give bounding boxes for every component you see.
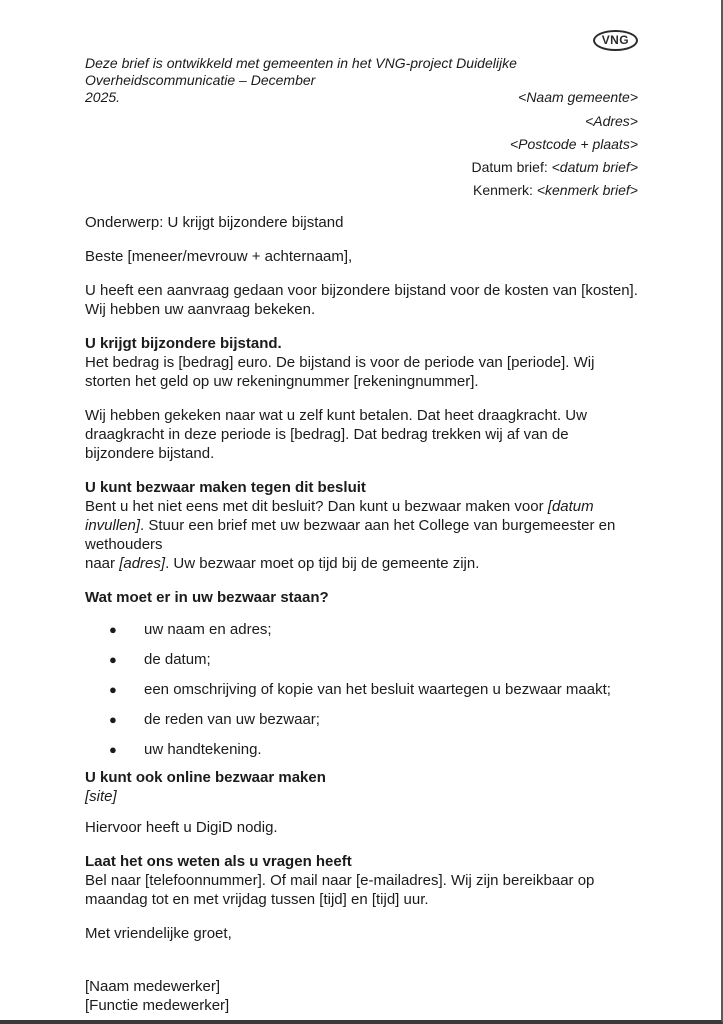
objection-text-2: . Stuur een brief met uw bezwaar aan het College van burgemeester en wethouders (85, 517, 616, 553)
reference-value-placeholder: <kenmerk brief> (536, 182, 638, 198)
decision-paragraph-1: Het bedrag is [bedrag] euro. De bijstand is voor de periode van [periode]. Wij storten het geld op uw rekeningnummer [rekeningnummer]. (85, 354, 595, 390)
date-value-placeholder: <datum brief> (551, 159, 638, 175)
date-label: Datum brief: (471, 159, 548, 175)
contact-heading: Laat het ons weten als u vragen heeft (85, 853, 352, 870)
vng-logo-text: VNG (601, 33, 629, 47)
logo-row (85, 30, 638, 51)
list-item (85, 620, 638, 639)
development-note-line2: 2025. (85, 89, 121, 105)
bullet-icon: ● (109, 652, 117, 667)
list-item (85, 710, 638, 729)
signature-block (85, 977, 638, 1015)
site-placeholder: [site] (85, 788, 117, 805)
bullet-icon: ● (109, 742, 117, 757)
subject-line: Onderwerp: U krijgt bijzondere bijstand (85, 214, 344, 231)
closing-salutation: Met vriendelijke groet, (85, 925, 232, 942)
list-item (85, 650, 638, 669)
decision-heading: U krijgt bijzondere bijstand. (85, 335, 282, 352)
list-item-text: uw naam en adres; (144, 621, 272, 638)
objection-address-placeholder: [adres] (119, 555, 166, 572)
list-item-text: uw handtekening. (144, 741, 262, 758)
recipient-name-placeholder: <Naam gemeente> (518, 89, 638, 105)
digid-note: Hiervoor heeft u DigiD nodig. (85, 819, 278, 836)
bullet-icon: ● (109, 712, 117, 727)
objection-date-placeholder: [datum invullen] (85, 498, 594, 534)
objection-paragraph (85, 497, 638, 573)
recipient-postcode-placeholder: <Postcode + plaats> (509, 136, 638, 152)
list-item-text: de datum; (144, 651, 211, 668)
date-line (85, 159, 638, 176)
requirements-list (85, 620, 638, 759)
letter-body (85, 213, 638, 1015)
decision-paragraph-2: Wij hebben gekeken naar wat u zelf kunt betalen. Dat heet draagkracht. Uw draagkracht in deze periode is [bedrag]. Dat bedrag trekken wij af van de bijzondere bijstand. (85, 407, 587, 462)
signature-name-placeholder: [Naam medewerker] (85, 978, 221, 995)
online-objection-heading: U kunt ook online bezwaar maken (85, 769, 326, 786)
vng-logo (593, 30, 638, 51)
header-note-block (85, 55, 638, 106)
signature-role-placeholder: [Functie medewerker] (85, 997, 230, 1014)
list-item (85, 680, 638, 699)
development-note-line1: Deze brief is ontwikkeld met gemeenten in het VNG-project Duidelijke Overheidscommunicatie – December (85, 55, 517, 88)
list-item (85, 740, 638, 759)
list-item-text: een omschrijving of kopie van het besluit waartegen u bezwaar maakt; (144, 681, 611, 698)
list-item-text: de reden van uw bezwaar; (144, 711, 320, 728)
objection-text-4: . Uw bezwaar moet op tijd bij de gemeente zijn. (165, 555, 480, 572)
salutation: Beste [meneer/mevrouw + achternaam], (85, 248, 353, 265)
objection-text-3: naar (85, 555, 120, 572)
reference-label: Kenmerk: (473, 182, 533, 198)
intro-paragraph: U heeft een aanvraag gedaan voor bijzondere bijstand voor de kosten van [kosten]. Wij hebben uw aanvraag bekeken. (85, 282, 638, 318)
objection-text-1: Bent u het niet eens met dit besluit? Dan kunt u bezwaar maken voor (85, 498, 548, 515)
reference-line (85, 182, 638, 199)
recipient-address-placeholder: <Adres> (585, 113, 638, 129)
contact-paragraph: Bel naar [telefoonnummer]. Of mail naar [e-mailadres]. Wij zijn bereikbaar op maandag tot en met vrijdag tussen [tijd] en [tijd] uur. (85, 872, 595, 908)
bullet-icon: ● (109, 622, 117, 637)
bullet-icon: ● (109, 682, 117, 697)
requirements-heading: Wat moet er in uw bezwaar staan? (85, 589, 329, 606)
objection-heading: U kunt bezwaar maken tegen dit besluit (85, 479, 366, 496)
